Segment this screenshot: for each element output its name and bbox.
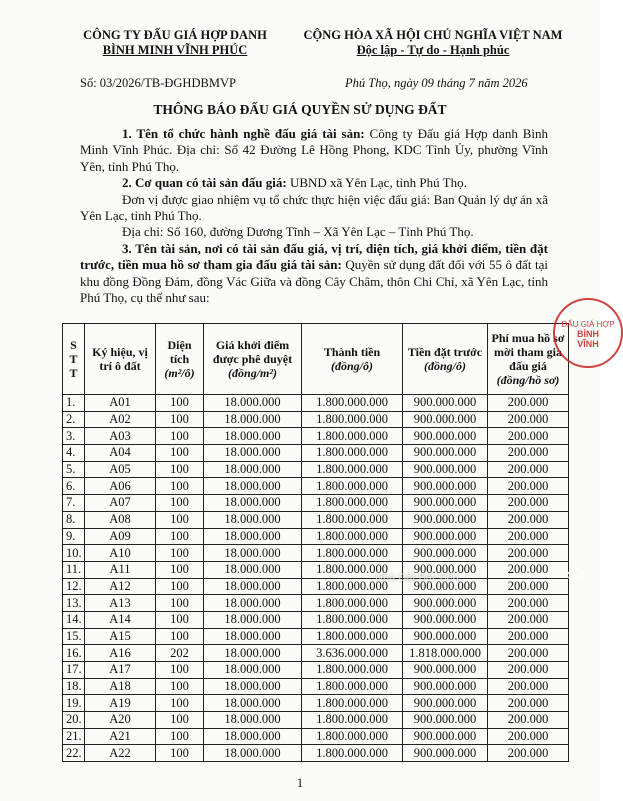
cell-fee: 200.000 xyxy=(488,628,569,645)
table-row xyxy=(63,445,569,462)
cell-start-price: 18.000.000 xyxy=(204,678,302,695)
cell-symbol: A10 xyxy=(85,545,156,562)
cell-stt: 21. xyxy=(63,728,85,745)
table-row xyxy=(63,728,569,745)
cell-start-price: 18.000.000 xyxy=(204,578,302,595)
org-name-line1: CÔNG TY ĐẤU GIÁ HỢP DANH xyxy=(83,28,267,42)
table-header-row xyxy=(63,324,569,395)
header-fee-label: Phí mua hồ sơ mời tham gia đấu giá xyxy=(491,331,565,373)
cell-start-price: 18.000.000 xyxy=(204,595,302,612)
cell-stt: 22. xyxy=(63,745,85,762)
cell-symbol: A05 xyxy=(85,461,156,478)
cell-area: 100 xyxy=(156,478,204,495)
cell-amount: 1.800.000.000 xyxy=(302,428,403,445)
watermark-text: Nhà Đất Bát Tiến xyxy=(375,572,459,584)
cell-deposit: 900.000.000 xyxy=(403,561,488,578)
cell-fee: 200.000 xyxy=(488,528,569,545)
cell-start-price: 18.000.000 xyxy=(204,662,302,679)
cell-deposit: 900.000.000 xyxy=(403,545,488,562)
cell-deposit: 900.000.000 xyxy=(403,745,488,762)
cell-stt: 10. xyxy=(63,545,85,562)
document-title: THÔNG BÁO ĐẤU GIÁ QUYỀN SỬ DỤNG ĐẤT xyxy=(153,102,447,117)
cell-symbol: A13 xyxy=(85,595,156,612)
org-name-line2: BÌNH MINH VĨNH PHÚC xyxy=(102,43,248,57)
cell-amount: 3.636.000.000 xyxy=(302,645,403,662)
header-amount-label: Thành tiền xyxy=(323,345,381,359)
cell-deposit: 900.000.000 xyxy=(403,511,488,528)
stack-layers-icon xyxy=(566,566,586,586)
cell-amount: 1.800.000.000 xyxy=(302,461,403,478)
cell-deposit: 900.000.000 xyxy=(403,578,488,595)
cell-fee: 200.000 xyxy=(488,561,569,578)
cell-start-price: 18.000.000 xyxy=(204,695,302,712)
nation-motto: Độc lập - Tự do - Hạnh phúc xyxy=(356,43,510,57)
cell-stt: 12. xyxy=(63,578,85,595)
cell-area: 100 xyxy=(156,662,204,679)
cell-symbol: A18 xyxy=(85,678,156,695)
cell-amount: 1.800.000.000 xyxy=(302,712,403,729)
cell-amount: 1.800.000.000 xyxy=(302,545,403,562)
header-symbol: Ký hiệu, vị trí ô đất xyxy=(85,324,156,395)
cell-deposit: 900.000.000 xyxy=(403,478,488,495)
cell-start-price: 18.000.000 xyxy=(204,561,302,578)
cell-fee: 200.000 xyxy=(488,545,569,562)
cell-symbol: A14 xyxy=(85,611,156,628)
cell-deposit: 900.000.000 xyxy=(403,678,488,695)
cell-start-price: 18.000.000 xyxy=(204,511,302,528)
cell-fee: 200.000 xyxy=(488,728,569,745)
table-row xyxy=(63,511,569,528)
cell-stt: 13. xyxy=(63,595,85,612)
cell-amount: 1.800.000.000 xyxy=(302,745,403,762)
cell-area: 100 xyxy=(156,445,204,462)
cell-stt: 1. xyxy=(63,395,85,412)
cell-fee: 200.000 xyxy=(488,712,569,729)
cell-stt: 16. xyxy=(63,645,85,662)
table-row xyxy=(63,545,569,562)
table-row xyxy=(63,461,569,478)
cell-area: 100 xyxy=(156,495,204,512)
table-row xyxy=(63,578,569,595)
section-2 xyxy=(80,175,548,191)
cell-fee: 200.000 xyxy=(488,428,569,445)
table-row xyxy=(63,712,569,729)
cell-area: 100 xyxy=(156,578,204,595)
table-row xyxy=(63,678,569,695)
land-plot-table xyxy=(62,323,569,762)
cell-fee: 200.000 xyxy=(488,678,569,695)
cell-start-price: 18.000.000 xyxy=(204,728,302,745)
cell-deposit: 900.000.000 xyxy=(403,712,488,729)
cell-start-price: 18.000.000 xyxy=(204,445,302,462)
stamp-text-2: BÌNH xyxy=(577,329,599,339)
cell-fee: 200.000 xyxy=(488,611,569,628)
header-start-price xyxy=(204,324,302,395)
cell-stt: 5. xyxy=(63,461,85,478)
table-row xyxy=(63,528,569,545)
header-area xyxy=(156,324,204,395)
section-2-address: Địa chỉ: Số 160, đường Dương Tĩnh – Xã Yên Lạc – Tỉnh Phú Thọ. xyxy=(122,224,474,240)
cell-stt: 11. xyxy=(63,561,85,578)
header-stt: S T T xyxy=(63,324,85,395)
header-area-unit: (m²/ô) xyxy=(164,366,195,380)
header-fee-unit: (đồng/hồ sơ) xyxy=(496,373,560,387)
cell-start-price: 18.000.000 xyxy=(204,495,302,512)
national-header xyxy=(283,28,583,58)
cell-stt: 17. xyxy=(63,662,85,679)
cell-symbol: A11 xyxy=(85,561,156,578)
cell-deposit: 1.818.000.000 xyxy=(403,645,488,662)
cell-symbol: A08 xyxy=(85,511,156,528)
cell-amount: 1.800.000.000 xyxy=(302,495,403,512)
section-3 xyxy=(80,241,548,307)
cell-symbol: A17 xyxy=(85,662,156,679)
cell-amount: 1.800.000.000 xyxy=(302,695,403,712)
cell-area: 100 xyxy=(156,461,204,478)
cell-amount: 1.800.000.000 xyxy=(302,561,403,578)
table-row xyxy=(63,611,569,628)
cell-amount: 1.800.000.000 xyxy=(302,511,403,528)
cell-area: 100 xyxy=(156,611,204,628)
table-row xyxy=(63,478,569,495)
cell-start-price: 18.000.000 xyxy=(204,395,302,412)
cell-area: 100 xyxy=(156,411,204,428)
cell-symbol: A06 xyxy=(85,478,156,495)
cell-symbol: A20 xyxy=(85,712,156,729)
cell-fee: 200.000 xyxy=(488,495,569,512)
cell-area: 100 xyxy=(156,678,204,695)
table-row xyxy=(63,395,569,412)
cell-symbol: A09 xyxy=(85,528,156,545)
cell-area: 100 xyxy=(156,745,204,762)
cell-start-price: 18.000.000 xyxy=(204,745,302,762)
header-amount xyxy=(302,324,403,395)
cell-area: 100 xyxy=(156,511,204,528)
cell-amount: 1.800.000.000 xyxy=(302,445,403,462)
cell-start-price: 18.000.000 xyxy=(204,645,302,662)
cell-fee: 200.000 xyxy=(488,578,569,595)
cell-fee: 200.000 xyxy=(488,411,569,428)
section-3-text: Quyền sử dụng đất đối với 55 ô đất tại khu đồng Đồng Đám, đồng Vác Giữa và đồng Cây Châm, thôn Chi Chỉ, xã Yên Lạc, tỉnh Phú Thọ, cụ thể như sau: xyxy=(80,257,548,306)
cell-amount: 1.800.000.000 xyxy=(302,411,403,428)
header-area-label: Diện tích xyxy=(167,338,192,366)
cell-fee: 200.000 xyxy=(488,695,569,712)
cell-start-price: 18.000.000 xyxy=(204,545,302,562)
table-row xyxy=(63,495,569,512)
cell-symbol: A04 xyxy=(85,445,156,462)
table-row xyxy=(63,595,569,612)
cell-stt: 3. xyxy=(63,428,85,445)
cell-fee: 200.000 xyxy=(488,445,569,462)
cell-deposit: 900.000.000 xyxy=(403,611,488,628)
cell-start-price: 18.000.000 xyxy=(204,411,302,428)
cell-amount: 1.800.000.000 xyxy=(302,662,403,679)
page-number: 1 xyxy=(296,775,304,790)
section-3-label: 3. Tên tài sản, nơi có tài sản đấu giá, vị trí, diện tích, giá khởi điểm, tiền đặt trước, tiền mua hồ sơ tham gia đấu giá tài sản: xyxy=(80,240,548,273)
cell-fee: 200.000 xyxy=(488,595,569,612)
cell-symbol: A21 xyxy=(85,728,156,745)
cell-area: 100 xyxy=(156,528,204,545)
header-deposit-label: Tiền đặt trước xyxy=(407,345,483,359)
cell-area: 100 xyxy=(156,545,204,562)
cell-stt: 14. xyxy=(63,611,85,628)
header-deposit xyxy=(403,324,488,395)
cell-symbol: A07 xyxy=(85,495,156,512)
cell-area: 100 xyxy=(156,428,204,445)
cell-area: 100 xyxy=(156,595,204,612)
cell-start-price: 18.000.000 xyxy=(204,712,302,729)
cell-stt: 8. xyxy=(63,511,85,528)
table-row xyxy=(63,628,569,645)
cell-stt: 20. xyxy=(63,712,85,729)
header-amount-unit: (đồng/ô) xyxy=(331,359,373,373)
cell-fee: 200.000 xyxy=(488,645,569,662)
cell-deposit: 900.000.000 xyxy=(403,728,488,745)
section-1 xyxy=(80,126,548,175)
cell-deposit: 900.000.000 xyxy=(403,662,488,679)
document-number: Số: 03/2026/TB-ĐGHDBMVP xyxy=(80,76,236,90)
cell-deposit: 900.000.000 xyxy=(403,445,488,462)
cell-deposit: 900.000.000 xyxy=(403,461,488,478)
cell-deposit: 900.000.000 xyxy=(403,495,488,512)
section-2-text: UBND xã Yên Lạc, tỉnh Phú Thọ. xyxy=(286,175,467,191)
table-row xyxy=(63,695,569,712)
cell-symbol: A19 xyxy=(85,695,156,712)
cell-deposit: 900.000.000 xyxy=(403,595,488,612)
cell-amount: 1.800.000.000 xyxy=(302,478,403,495)
cell-stt: 19. xyxy=(63,695,85,712)
table-row xyxy=(63,428,569,445)
cell-amount: 1.800.000.000 xyxy=(302,728,403,745)
cell-deposit: 900.000.000 xyxy=(403,695,488,712)
cell-deposit: 900.000.000 xyxy=(403,628,488,645)
cell-deposit: 900.000.000 xyxy=(403,428,488,445)
cell-amount: 1.800.000.000 xyxy=(302,578,403,595)
cell-symbol: A01 xyxy=(85,395,156,412)
cell-area: 100 xyxy=(156,712,204,729)
table-row xyxy=(63,411,569,428)
cell-start-price: 18.000.000 xyxy=(204,528,302,545)
date-line: Phú Thọ, ngày 09 tháng 7 năm 2026 xyxy=(345,76,528,90)
nation-name: CỘNG HÒA XÃ HỘI CHỦ NGHĨA VIỆT NAM xyxy=(303,28,563,42)
cell-amount: 1.800.000.000 xyxy=(302,528,403,545)
header-start-price-label: Giá khởi điểm được phê duyệt xyxy=(212,338,293,366)
cell-start-price: 18.000.000 xyxy=(204,461,302,478)
cell-fee: 200.000 xyxy=(488,461,569,478)
cell-symbol: A15 xyxy=(85,628,156,645)
section-1-text: Công ty Đấu giá Hợp danh Bình Minh Vĩnh Phúc. Địa chỉ: Số 42 Đường Lê Hồng Phong, KDC Tỉnh Ủy, phường Vĩnh Yên, tỉnh Phú Thọ. xyxy=(80,126,548,174)
cell-stt: 18. xyxy=(63,678,85,695)
cell-area: 100 xyxy=(156,728,204,745)
cell-fee: 200.000 xyxy=(488,662,569,679)
cell-symbol: A22 xyxy=(85,745,156,762)
table-row xyxy=(63,645,569,662)
cell-symbol: A16 xyxy=(85,645,156,662)
cell-stt: 4. xyxy=(63,445,85,462)
cell-stt: 2. xyxy=(63,411,85,428)
cell-deposit: 900.000.000 xyxy=(403,411,488,428)
cell-fee: 200.000 xyxy=(488,395,569,412)
cell-symbol: A12 xyxy=(85,578,156,595)
cell-amount: 1.800.000.000 xyxy=(302,395,403,412)
cell-stt: 6. xyxy=(63,478,85,495)
table-row xyxy=(63,662,569,679)
cell-stt: 9. xyxy=(63,528,85,545)
cell-symbol: A03 xyxy=(85,428,156,445)
cell-start-price: 18.000.000 xyxy=(204,611,302,628)
cell-area: 100 xyxy=(156,395,204,412)
cell-area: 202 xyxy=(156,645,204,662)
section-2-label: 2. Cơ quan có tài sản đấu giá: xyxy=(122,175,287,191)
table-row xyxy=(63,745,569,762)
company-stamp xyxy=(553,298,623,368)
section-2-unit: Đơn vị được giao nhiệm vụ tổ chức thực hiện việc đấu giá: Ban Quản lý dự án xã Yên Lạc, tỉnh Phú Thọ. xyxy=(80,191,548,224)
cell-area: 100 xyxy=(156,628,204,645)
cell-stt: 7. xyxy=(63,495,85,512)
stamp-text-3: VĨNH xyxy=(577,339,599,349)
table-row xyxy=(63,561,569,578)
cell-area: 100 xyxy=(156,561,204,578)
cell-start-price: 18.000.000 xyxy=(204,478,302,495)
cell-amount: 1.800.000.000 xyxy=(302,678,403,695)
cell-deposit: 900.000.000 xyxy=(403,528,488,545)
stamp-text-1: ĐẤU GIÁ HỢP xyxy=(561,320,615,329)
cell-symbol: A02 xyxy=(85,411,156,428)
cell-amount: 1.800.000.000 xyxy=(302,595,403,612)
header-start-price-unit: (đồng/m²) xyxy=(228,366,277,380)
cell-stt: 15. xyxy=(63,628,85,645)
document-body xyxy=(80,126,548,306)
cell-area: 100 xyxy=(156,695,204,712)
cell-start-price: 18.000.000 xyxy=(204,428,302,445)
section-1-label: 1. Tên tổ chức hành nghề đấu giá tài sản: xyxy=(122,126,365,141)
cell-start-price: 18.000.000 xyxy=(204,628,302,645)
cell-deposit: 900.000.000 xyxy=(403,395,488,412)
header-deposit-unit: (đồng/ô) xyxy=(424,359,466,373)
cell-amount: 1.800.000.000 xyxy=(302,611,403,628)
cell-fee: 200.000 xyxy=(488,511,569,528)
org-header xyxy=(70,28,280,58)
cell-fee: 200.000 xyxy=(488,745,569,762)
cell-amount: 1.800.000.000 xyxy=(302,628,403,645)
table-body xyxy=(63,395,569,762)
cell-fee: 200.000 xyxy=(488,478,569,495)
